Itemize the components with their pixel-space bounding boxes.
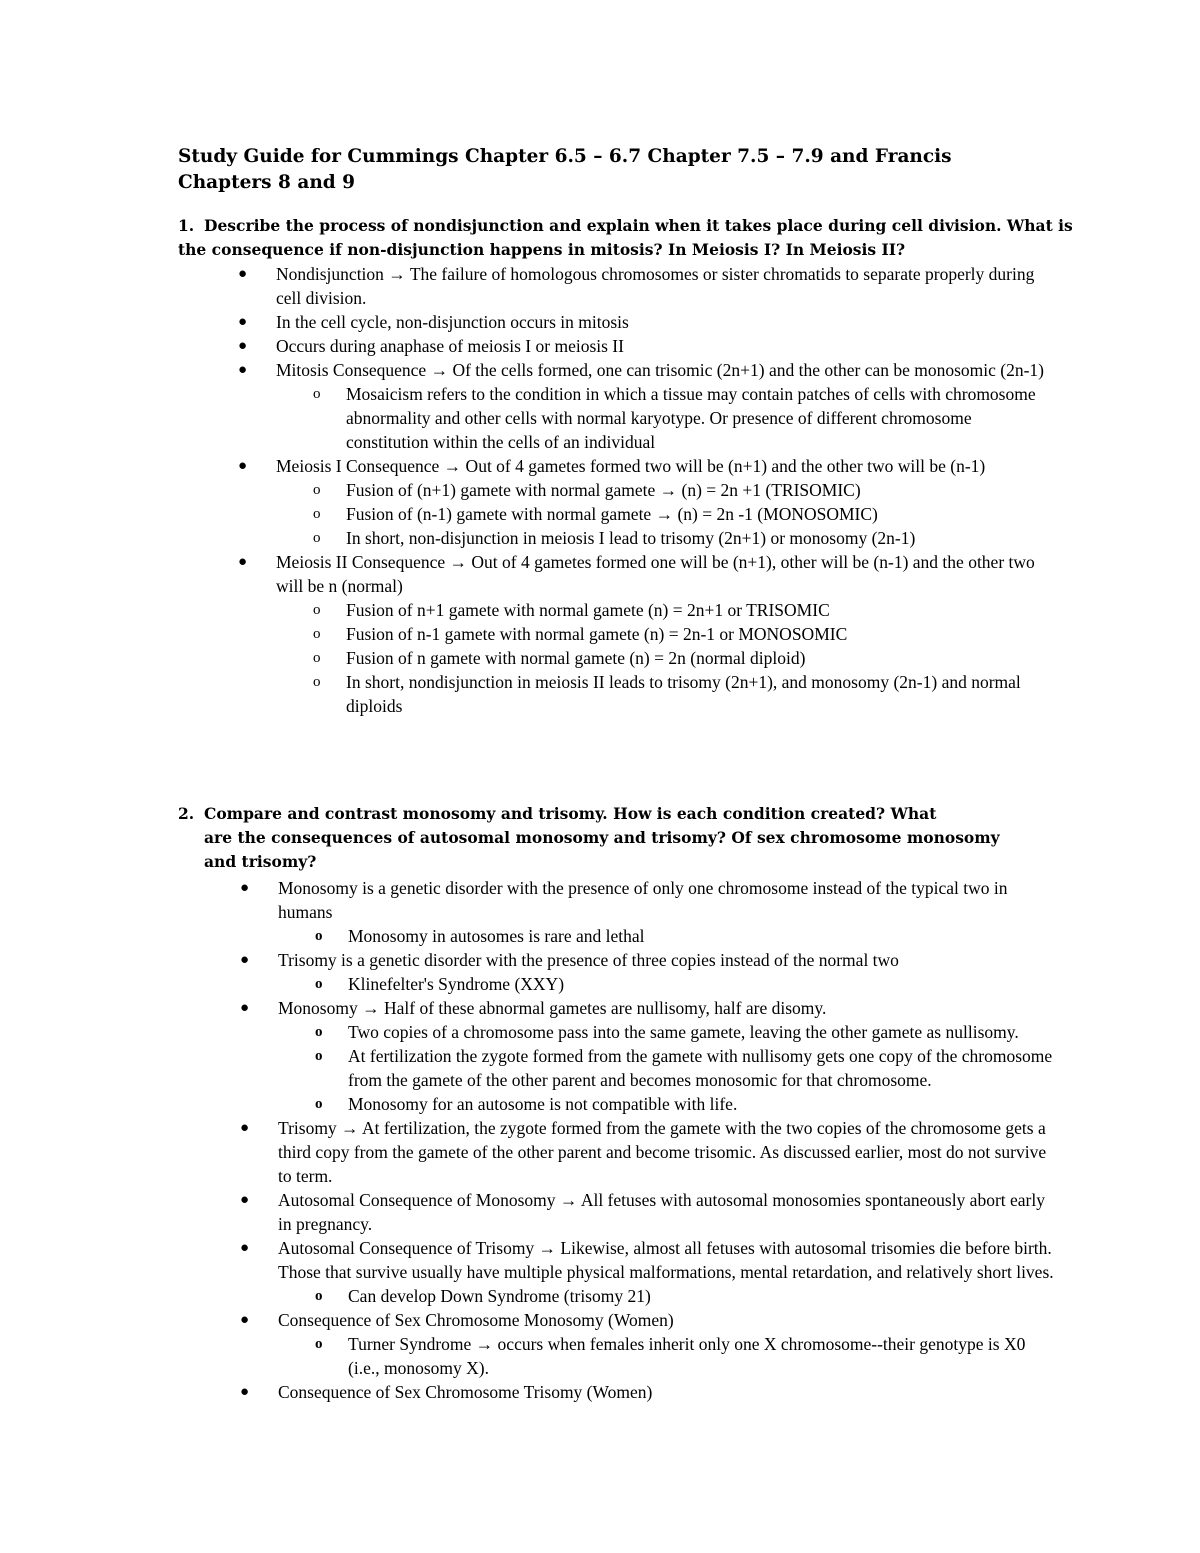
list-item (178, 334, 1058, 358)
circle-bullet-icon: o (313, 626, 321, 642)
circle-bullet-icon: o (313, 482, 321, 498)
list-item (178, 454, 1058, 478)
circle-bullet-icon: o (313, 650, 321, 666)
circle-bullet-icon: o (315, 928, 323, 944)
question-2 (178, 802, 1028, 874)
item-text: Monosomy for an autosome is not compatible with life. (348, 1094, 738, 1114)
question-number: 1. (178, 216, 195, 235)
item-text: Monosomy → Half of these abnormal gametes are nullisomy, half are disomy. (278, 998, 827, 1018)
item-text: Fusion of (n+1) gamete with normal gamete → (n) = 2n +1 (TRISOMIC) (346, 480, 861, 500)
sub-list-item (180, 924, 1060, 948)
bullet-icon: ● (238, 338, 248, 354)
question-number: 2. (178, 804, 195, 823)
sub-list-item (180, 1020, 1060, 1044)
bullet-icon: ● (240, 1192, 250, 1208)
item-text: Turner Syndrome → occurs when females inherit only one X chromosome--their genotype is X0 (i.e., monosomy X). (348, 1334, 1026, 1378)
bullet-icon: ● (238, 554, 248, 570)
item-text: In short, nondisjunction in meiosis II leads to trisomy (2n+1), and monosomy (2n-1) and normal diploids (346, 672, 1021, 716)
item-text: Fusion of n-1 gamete with normal gamete (n) = 2n-1 or MONOSOMIC (346, 624, 848, 644)
circle-bullet-icon: o (313, 602, 321, 618)
sub-list-item (178, 622, 1058, 646)
item-text: Mitosis Consequence → Of the cells formed, one can trisomic (2n+1) and the other can be monosomic (2n-1) (276, 360, 1045, 380)
item-text: Monosomy in autosomes is rare and lethal (348, 926, 645, 946)
bullet-icon: ● (238, 362, 248, 378)
document-title: Study Guide for Cummings Chapter 6.5 – 6.7 Chapter 7.5 – 7.9 and Francis Chapters 8 and 9 (178, 146, 952, 193)
item-text: Autosomal Consequence of Trisomy → Likewise, almost all fetuses with autosomal trisomies die before birth. Those that survive usually have multiple physical malformations, mental retardation, and relatively short lives. (278, 1238, 1054, 1282)
list-item (180, 876, 1060, 924)
list-item (178, 358, 1058, 382)
list-item (180, 1308, 1060, 1332)
list-item (180, 1116, 1060, 1188)
item-text: Meiosis I Consequence → Out of 4 gametes formed two will be (n+1) and the other two will be (n-1) (276, 456, 986, 476)
sub-list-item (178, 382, 1058, 454)
list-item (180, 996, 1060, 1020)
item-text: Can develop Down Syndrome (trisomy 21) (348, 1286, 651, 1306)
list-item (178, 262, 1058, 310)
sub-list-item (178, 526, 1058, 550)
list-item (180, 1188, 1060, 1236)
item-text: Fusion of n gamete with normal gamete (n) = 2n (normal diploid) (346, 648, 806, 668)
item-text: Nondisjunction → The failure of homologous chromosomes or sister chromatids to separate properly during cell division. (276, 264, 1035, 308)
bullet-icon: ● (240, 1384, 250, 1400)
list-item (178, 550, 1058, 598)
sub-list-item (180, 1092, 1060, 1116)
item-text: Monosomy is a genetic disorder with the presence of only one chromosome instead of the typical two in humans (278, 878, 1008, 922)
item-text: Trisomy is a genetic disorder with the presence of three copies instead of the normal two (278, 950, 899, 970)
item-text: Mosaicism refers to the condition in which a tissue may contain patches of cells with chromosome abnormality and other cells with normal karyotype. Or presence of different chromosome constitution within the cells of an individual (346, 384, 1036, 452)
bullet-icon: ● (238, 266, 248, 282)
list-item (180, 1236, 1060, 1284)
bullet-icon: ● (240, 1000, 250, 1016)
bullet-icon: ● (238, 458, 248, 474)
item-text: Klinefelter's Syndrome (XXY) (348, 974, 565, 994)
circle-bullet-icon: o (313, 506, 321, 522)
item-text: At fertilization the zygote formed from the gamete with nullisomy gets one copy of the chromosome from the gamete of the other parent and becomes monosomic for that chromosome. (348, 1046, 1053, 1090)
sub-list-item (180, 1284, 1060, 1308)
list-item (180, 948, 1060, 972)
sub-list-item (180, 1044, 1060, 1092)
circle-bullet-icon: o (313, 530, 321, 546)
item-text: Occurs during anaphase of meiosis I or meiosis II (276, 336, 624, 356)
bullet-icon: ● (240, 952, 250, 968)
answer-list-2 (180, 876, 1060, 1404)
bullet-icon: ● (240, 1240, 250, 1256)
answer-list-1 (178, 262, 1058, 718)
circle-bullet-icon: o (315, 1288, 323, 1304)
circle-bullet-icon: o (315, 1048, 323, 1064)
list-item (180, 1380, 1060, 1404)
list-item (178, 310, 1058, 334)
circle-bullet-icon: o (313, 386, 321, 402)
sub-list-item (178, 646, 1058, 670)
question-1 (178, 214, 1078, 262)
question-text-line-2: are the consequences of autosomal monosomy and trisomy? Of sex chromosome monosomy and trisomy? (204, 828, 1000, 871)
sub-list-item (178, 598, 1058, 622)
question-text: Describe the process of nondisjunction and explain when it takes place during cell division. What is the consequence if non-disjunction happens in mitosis? In Meiosis I? In Meiosis II? (178, 216, 1073, 259)
sub-list-item (178, 478, 1058, 502)
circle-bullet-icon: o (315, 976, 323, 992)
sub-list-item (178, 502, 1058, 526)
bullet-icon: ● (238, 314, 248, 330)
item-text: Fusion of n+1 gamete with normal gamete (n) = 2n+1 or TRISOMIC (346, 600, 830, 620)
question-text-line-1: Compare and contrast monosomy and trisomy. How is each condition created? What (204, 804, 937, 823)
item-text: Meiosis II Consequence → Out of 4 gametes formed one will be (n+1), other will be (n-1) and the other two will be n (normal) (276, 552, 1035, 596)
item-text: In the cell cycle, non-disjunction occurs in mitosis (276, 312, 629, 332)
item-text: Autosomal Consequence of Monosomy → All fetuses with autosomal monosomies spontaneously abort early in pregnancy. (278, 1190, 1045, 1234)
sub-list-item (180, 972, 1060, 996)
bullet-icon: ● (240, 880, 250, 896)
bullet-icon: ● (240, 1312, 250, 1328)
item-text: Trisomy → At fertilization, the zygote formed from the gamete with the two copies of the chromosome gets a third copy from the gamete of the other parent and become trisomic. As discussed earlier, most do not survive to term. (278, 1118, 1047, 1186)
item-text: Fusion of (n-1) gamete with normal gamete → (n) = 2n -1 (MONOSOMIC) (346, 504, 878, 524)
item-text: Consequence of Sex Chromosome Trisomy (Women) (278, 1382, 653, 1402)
circle-bullet-icon: o (313, 674, 321, 690)
item-text: In short, non-disjunction in meiosis I lead to trisomy (2n+1) or monosomy (2n-1) (346, 528, 916, 548)
item-text: Two copies of a chromosome pass into the same gamete, leaving the other gamete as nullisomy. (348, 1022, 1019, 1042)
bullet-icon: ● (240, 1120, 250, 1136)
circle-bullet-icon: o (315, 1024, 323, 1040)
sub-list-item (178, 670, 1058, 718)
sub-list-item (180, 1332, 1060, 1380)
circle-bullet-icon: o (315, 1336, 323, 1352)
circle-bullet-icon: o (315, 1096, 323, 1112)
item-text: Consequence of Sex Chromosome Monosomy (Women) (278, 1310, 674, 1330)
